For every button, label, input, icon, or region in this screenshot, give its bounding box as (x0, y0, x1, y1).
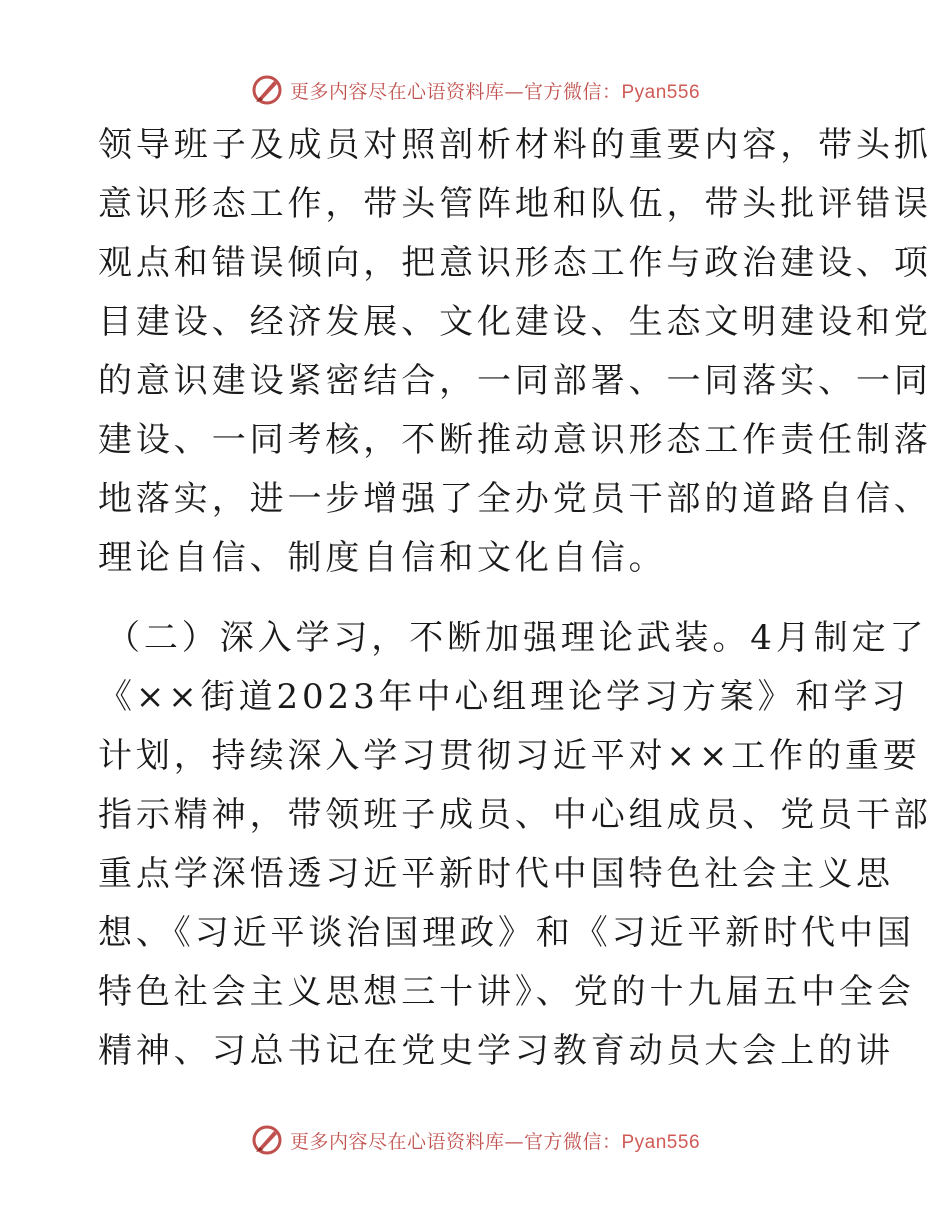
text-line: 理论自信、制度自信和文化自信。 (98, 538, 667, 578)
banner-label: 更多内容尽在心语资料库—官方微信： (289, 80, 622, 103)
text-line: 特色社会主义思想三十讲》、党的十九届五中全会 (98, 972, 915, 1012)
text-line: 指示精神，带领班子成员、中心组成员、党员干部 (98, 795, 932, 835)
text-line: 精神、习总书记在党史学习教育动员大会上的讲 (98, 1031, 894, 1071)
header-banner (0, 70, 950, 110)
text-line: 意识形态工作，带头管阵地和队伍，带头批评错误 (98, 184, 932, 224)
footer-banner (0, 1120, 950, 1160)
text-line: 计划，持续深入学习贯彻习近平对××工作的重要 (98, 736, 921, 776)
banner-text (290, 1127, 700, 1154)
banner-wechat-id: Pyan556 (621, 1131, 701, 1153)
text-line: 地落实，进一步增强了全办党员干部的道路自信、 (98, 479, 932, 519)
paragraph-gap (98, 588, 858, 609)
quill-pen-logo-icon (250, 73, 284, 107)
banner-text (290, 77, 700, 104)
banner-wechat-id: Pyan556 (621, 81, 701, 103)
text-line: （二）深入学习，不断加强理论武装。4月制定了 (106, 618, 928, 658)
text-line: 重点学深悟透习近平新时代中国特色社会主义思 (98, 854, 894, 894)
paragraph (98, 116, 932, 588)
document-body (98, 116, 932, 1081)
banner-label: 更多内容尽在心语资料库—官方微信： (289, 1130, 622, 1153)
text-line: 《××街道2023年中心组理论学习方案》和学习 (98, 677, 910, 717)
text-line: 观点和错误倾向，把意识形态工作与政治建设、项 (98, 243, 932, 283)
quill-pen-logo-icon (250, 1123, 284, 1157)
text-line: 目建设、经济发展、文化建设、生态文明建设和党 (98, 302, 932, 342)
text-line: 建设、一同考核，不断推动意识形态工作责任制落 (98, 420, 932, 460)
text-line: 的意识建设紧密结合，一同部署、一同落实、一同 (98, 361, 932, 401)
paragraph (98, 609, 932, 1081)
text-line: 领导班子及成员对照剖析材料的重要内容，带头抓 (98, 125, 932, 165)
text-line: 想、《习近平谈治国理政》和《习近平新时代中国 (98, 913, 915, 953)
